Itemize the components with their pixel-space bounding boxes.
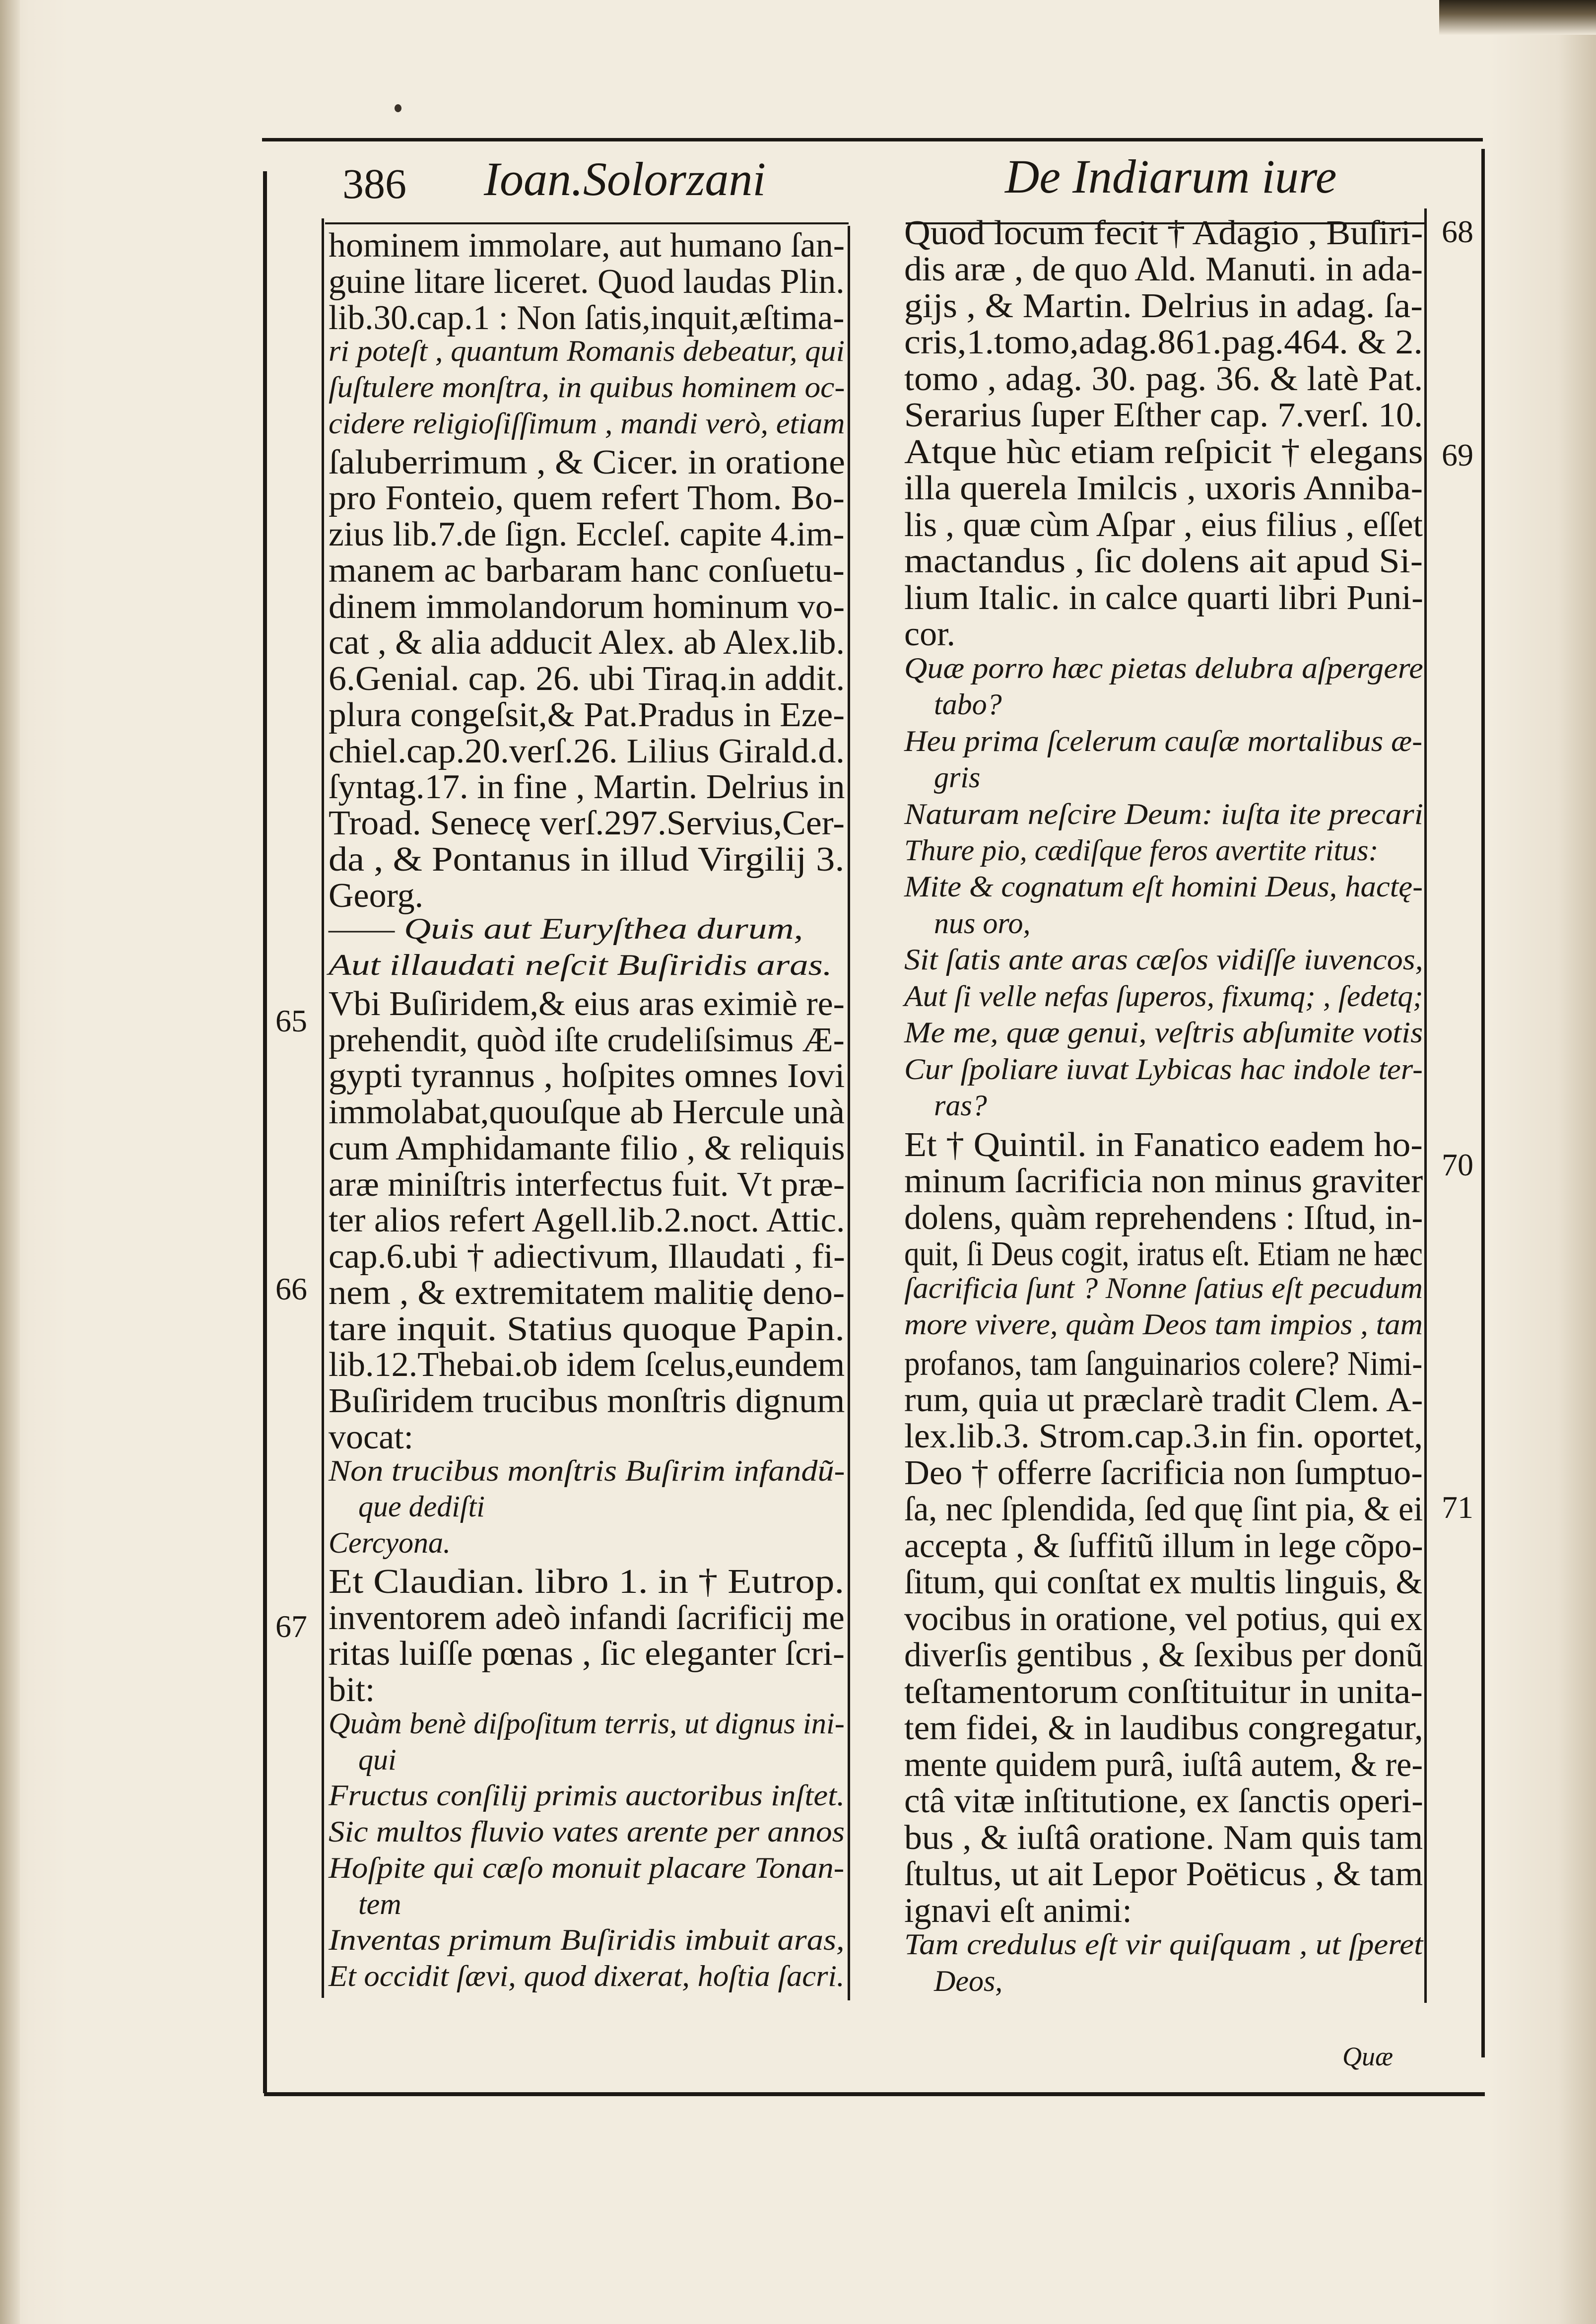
page-number: 386 bbox=[342, 160, 406, 207]
text-line: ſtultus, ut ait Lepor Poëticus , & tam bbox=[904, 1855, 1423, 1893]
top-rule bbox=[262, 138, 1483, 141]
margin-number-68: 68 bbox=[1442, 214, 1473, 249]
text-line: Mite & cognatum eſt homini Deus, hactę- bbox=[904, 870, 1423, 903]
text-line: 6.Genial. cap. 26. ubi Tiraq.in addit. bbox=[329, 660, 845, 698]
text-line: Cercyona. bbox=[329, 1526, 451, 1559]
text-line: mactandus , ſic dolens ait apud Si- bbox=[904, 542, 1423, 580]
text-line: cris,1.tomo,adag.861.pag.464. & 2. bbox=[904, 323, 1423, 361]
text-line: nem , & extremitatem malitię deno- bbox=[329, 1274, 845, 1312]
text-line: Sic multos fluvio vates arente per annos bbox=[329, 1815, 845, 1848]
text-line: tomo , adag. 30. pag. 36. & latè Pat. bbox=[904, 360, 1423, 398]
text-line: lib.12.Thebai.ob idem ſcelus,eundem bbox=[329, 1346, 845, 1384]
text-line: Serarius ſuper Eſther cap. 7.verſ. 10. bbox=[904, 396, 1423, 434]
text-line: Sit ſatis ante aras cæſos vidiſſe iuvencos, bbox=[904, 943, 1423, 976]
text-line: pro Fonteio, quem refert Thom. Bo- bbox=[329, 479, 845, 517]
text-line: mente quidem purâ, iuſtâ autem, & re- bbox=[904, 1746, 1423, 1784]
text-line: immolabat,quouſque ab Hercule unà bbox=[329, 1093, 845, 1131]
text-line: Deo † offerre ſacrificia non ſumptuo- bbox=[904, 1454, 1423, 1492]
text-line: rum, quia ut præclarè tradit Clem. A- bbox=[904, 1381, 1423, 1419]
text-line: chiel.cap.20.verſ.26. Lilius Girald.d. bbox=[329, 732, 845, 770]
text-line: tem fidei, & in laudibus congregatur, bbox=[904, 1709, 1423, 1747]
text-line: Atque hùc etiam reſpicit † elegans bbox=[904, 433, 1423, 471]
text-line: dinem immolandorum hominum vo- bbox=[329, 588, 845, 626]
text-line: lium Italic. in calce quarti libri Puni- bbox=[904, 579, 1423, 617]
text-line: vocibus in oratione, vel potius, qui ex bbox=[904, 1600, 1423, 1638]
text-line: lib.30.cap.1 : Non ſatis,inquit,æſtima- bbox=[329, 299, 845, 337]
text-line: diverſis gentibus , & ſexibus per donũ bbox=[904, 1636, 1423, 1674]
text-line: ſacrificia ſunt ? Nonne ſatius eſt pecudum bbox=[904, 1272, 1423, 1304]
text-line: plura congeſsit,& Pat.Pradus in Eze- bbox=[329, 696, 845, 734]
text-line: Et Claudian. libro 1. in † Eutrop. bbox=[329, 1563, 845, 1601]
margin-number-69: 69 bbox=[1442, 437, 1473, 473]
text-line: quit, ſi Deus cogit, iratus eſt. Etiam ne hæc bbox=[904, 1235, 1423, 1273]
text-line: inventorem adeò infandi ſacrificij me bbox=[329, 1599, 845, 1637]
text-line: lis , quæ cùm Aſpar , eius filius , eſſet bbox=[904, 506, 1423, 544]
text-line: bus , & iuſtâ oratione. Nam quis tam bbox=[904, 1819, 1423, 1857]
margin-number-70: 70 bbox=[1442, 1147, 1473, 1182]
text-line: zius lib.7.de ſign. Eccleſ. capite 4.im- bbox=[329, 515, 845, 553]
text-line: cum Amphidamante filio , & reliquis bbox=[329, 1129, 845, 1167]
text-line: Heu prima ſcelerum cauſæ mortalibus æ- bbox=[904, 725, 1423, 757]
text-line: gijs , & Martin. Delrius in adag. ſa- bbox=[904, 287, 1423, 325]
text-line: que dediſti bbox=[358, 1490, 485, 1523]
text-line: cat , & alia adducit Alex. ab Alex.lib. bbox=[329, 623, 845, 662]
text-line: —— Quis aut Euryſthea durum, bbox=[329, 912, 803, 945]
right-column-rule bbox=[1424, 208, 1427, 2003]
text-line: hominem immolare, aut humano ſan- bbox=[329, 226, 845, 265]
text-line: Cur ſpoliare iuvat Lybicas hac indole ter- bbox=[904, 1053, 1423, 1086]
text-line: Deos, bbox=[934, 1965, 1003, 1997]
text-line: ter alios refert Agell.lib.2.noct. Attic. bbox=[329, 1201, 845, 1239]
margin-number-65: 65 bbox=[275, 1003, 307, 1038]
text-line: guine litare liceret. Quod laudas Plin. bbox=[329, 263, 845, 301]
ink-spot bbox=[395, 104, 401, 112]
margin-number-67: 67 bbox=[275, 1609, 307, 1644]
text-line: prehendit, quòd iſte crudeliſsimus Æ- bbox=[329, 1021, 845, 1059]
text-line: cor. bbox=[904, 615, 956, 653]
running-head-author: Ioan.Solorzani bbox=[484, 152, 766, 205]
text-line: Quæ porro hæc pietas delubra aſpergere bbox=[904, 652, 1423, 684]
text-line: ſaluberrimum , & Cicer. in oratione bbox=[329, 443, 845, 481]
text-line: ctâ vitæ inſtitutione, ex ſanctis operi- bbox=[904, 1782, 1423, 1820]
text-line: Inventas primum Buſiridis imbuit aras, bbox=[329, 1923, 845, 1956]
text-line: gris bbox=[934, 761, 981, 794]
text-line: Fructus conſilij primis auctoribus inſtet. bbox=[329, 1779, 845, 1812]
text-line: qui bbox=[358, 1743, 397, 1776]
text-line: accepta , & ſuffitũ illum in lege cõpo- bbox=[904, 1527, 1423, 1565]
margin-number-71: 71 bbox=[1442, 1490, 1473, 1525]
text-line: dolens, quàm reprehendens : Iſtud, in- bbox=[904, 1199, 1423, 1237]
text-line: minum ſacrificia non minus graviter bbox=[904, 1162, 1423, 1200]
text-line: Me me, quæ genui, veſtris abſumite votis bbox=[904, 1016, 1423, 1049]
text-line: Non trucibus monſtris Buſirim infandũ- bbox=[329, 1454, 845, 1487]
text-line: Aut illaudati neſcit Buſiridis aras. bbox=[329, 949, 832, 981]
text-line: Troad. Senecę verſ.297.Servius,Cer- bbox=[329, 804, 845, 842]
text-line: cap.6.ubi † adiectivum, Illaudati , fi- bbox=[329, 1237, 845, 1276]
book-edge-shadow bbox=[1439, 0, 1596, 35]
running-head-title: De Indiarum iure bbox=[1005, 150, 1337, 203]
text-line: Naturam neſcire Deum: iuſta ite precari bbox=[904, 798, 1423, 830]
left-column-rule bbox=[322, 218, 324, 1998]
text-line: Buſiridem trucibus monſtris dignum bbox=[329, 1382, 845, 1420]
text-line: Vbi Buſiridem,& eius aras eximiè re- bbox=[329, 985, 845, 1023]
text-line: da , & Pontanus in illud Virgilij 3. bbox=[329, 840, 845, 879]
text-line: illa querela Imilcis , uxoris Anniba- bbox=[904, 469, 1423, 507]
text-line: Quod locum fecit † Adagio , Buſiri- bbox=[904, 214, 1423, 252]
right-border-rule bbox=[1481, 149, 1485, 2057]
catchword: Quæ bbox=[1342, 2042, 1394, 2071]
page-binding-edge bbox=[0, 0, 20, 2324]
text-line: profanos, tam ſanguinarios colere? Nimi- bbox=[904, 1345, 1423, 1383]
text-line: Hoſpite qui cæſo monuit placare Tonan- bbox=[329, 1851, 845, 1884]
margin-number-66: 66 bbox=[275, 1271, 307, 1306]
left-border-rule bbox=[263, 171, 267, 2093]
text-line: nus oro, bbox=[934, 907, 1031, 940]
text-line: ſyntag.17. in fine , Martin. Delrius in bbox=[329, 768, 845, 806]
text-line: Georg. bbox=[329, 877, 424, 915]
header-left-rule bbox=[325, 222, 849, 224]
text-line: lex.lib.3. Strom.cap.3.in fin. oportet, bbox=[904, 1417, 1423, 1455]
bottom-rule bbox=[264, 2092, 1485, 2096]
text-line: ſitum, qui conſtat ex multis linguis, & bbox=[904, 1563, 1423, 1601]
text-line: aræ miniſtris interfectus fuit. Vt præ- bbox=[329, 1165, 845, 1204]
text-line: Quàm benè diſpoſitum terris, ut dignus ini- bbox=[329, 1707, 845, 1740]
text-line: ritas luiſſe pœnas , ſic eleganter ſcri- bbox=[329, 1635, 845, 1673]
text-line: ſuſtulere monſtra, in quibus hominem oc- bbox=[329, 371, 845, 404]
text-line: vocat: bbox=[329, 1418, 414, 1456]
text-line: manem ac barbaram hanc conſuetu- bbox=[329, 551, 845, 590]
text-line: Et occidit ſævi, quod dixerat, hoſtia ſacri. bbox=[329, 1960, 845, 1992]
text-line: Tam credulus eſt vir quiſquam , ut ſperet bbox=[904, 1928, 1423, 1961]
text-line: Thure pio, cædiſque feros avertite ritus: bbox=[904, 834, 1379, 867]
text-line: more vivere, quàm Deos tam impios , tam bbox=[904, 1308, 1423, 1341]
text-line: tabo? bbox=[934, 688, 1002, 721]
text-line: tem bbox=[358, 1888, 401, 1920]
text-line: ri poteſt , quantum Romanis debeatur, qui bbox=[329, 335, 845, 367]
text-line: ſa, nec ſplendida, ſed quę ſint pia, & ei bbox=[904, 1490, 1423, 1528]
text-line: dis aræ , de quo Ald. Manuti. in ada- bbox=[904, 250, 1423, 288]
text-line: gypti tyrannus , hoſpites omnes Iovi bbox=[329, 1057, 845, 1095]
text-line: ignavi eſt animi: bbox=[904, 1892, 1132, 1930]
text-line: tare inquit. Statius quoque Papin. bbox=[329, 1310, 845, 1348]
text-line: bit: bbox=[329, 1671, 375, 1709]
text-line: Aut ſi velle nefas ſuperos, fixumq; , ſedetq; bbox=[904, 980, 1423, 1013]
column-divider-rule bbox=[848, 226, 850, 2000]
text-line: cidere religioſiſſimum , mandi verò, etiam bbox=[329, 407, 845, 440]
text-line: Et † Quintil. in Fanatico eadem ho- bbox=[904, 1126, 1423, 1164]
text-line: teſtamentorum conſtituitur in unita- bbox=[904, 1673, 1423, 1711]
text-line: ras? bbox=[934, 1089, 987, 1122]
